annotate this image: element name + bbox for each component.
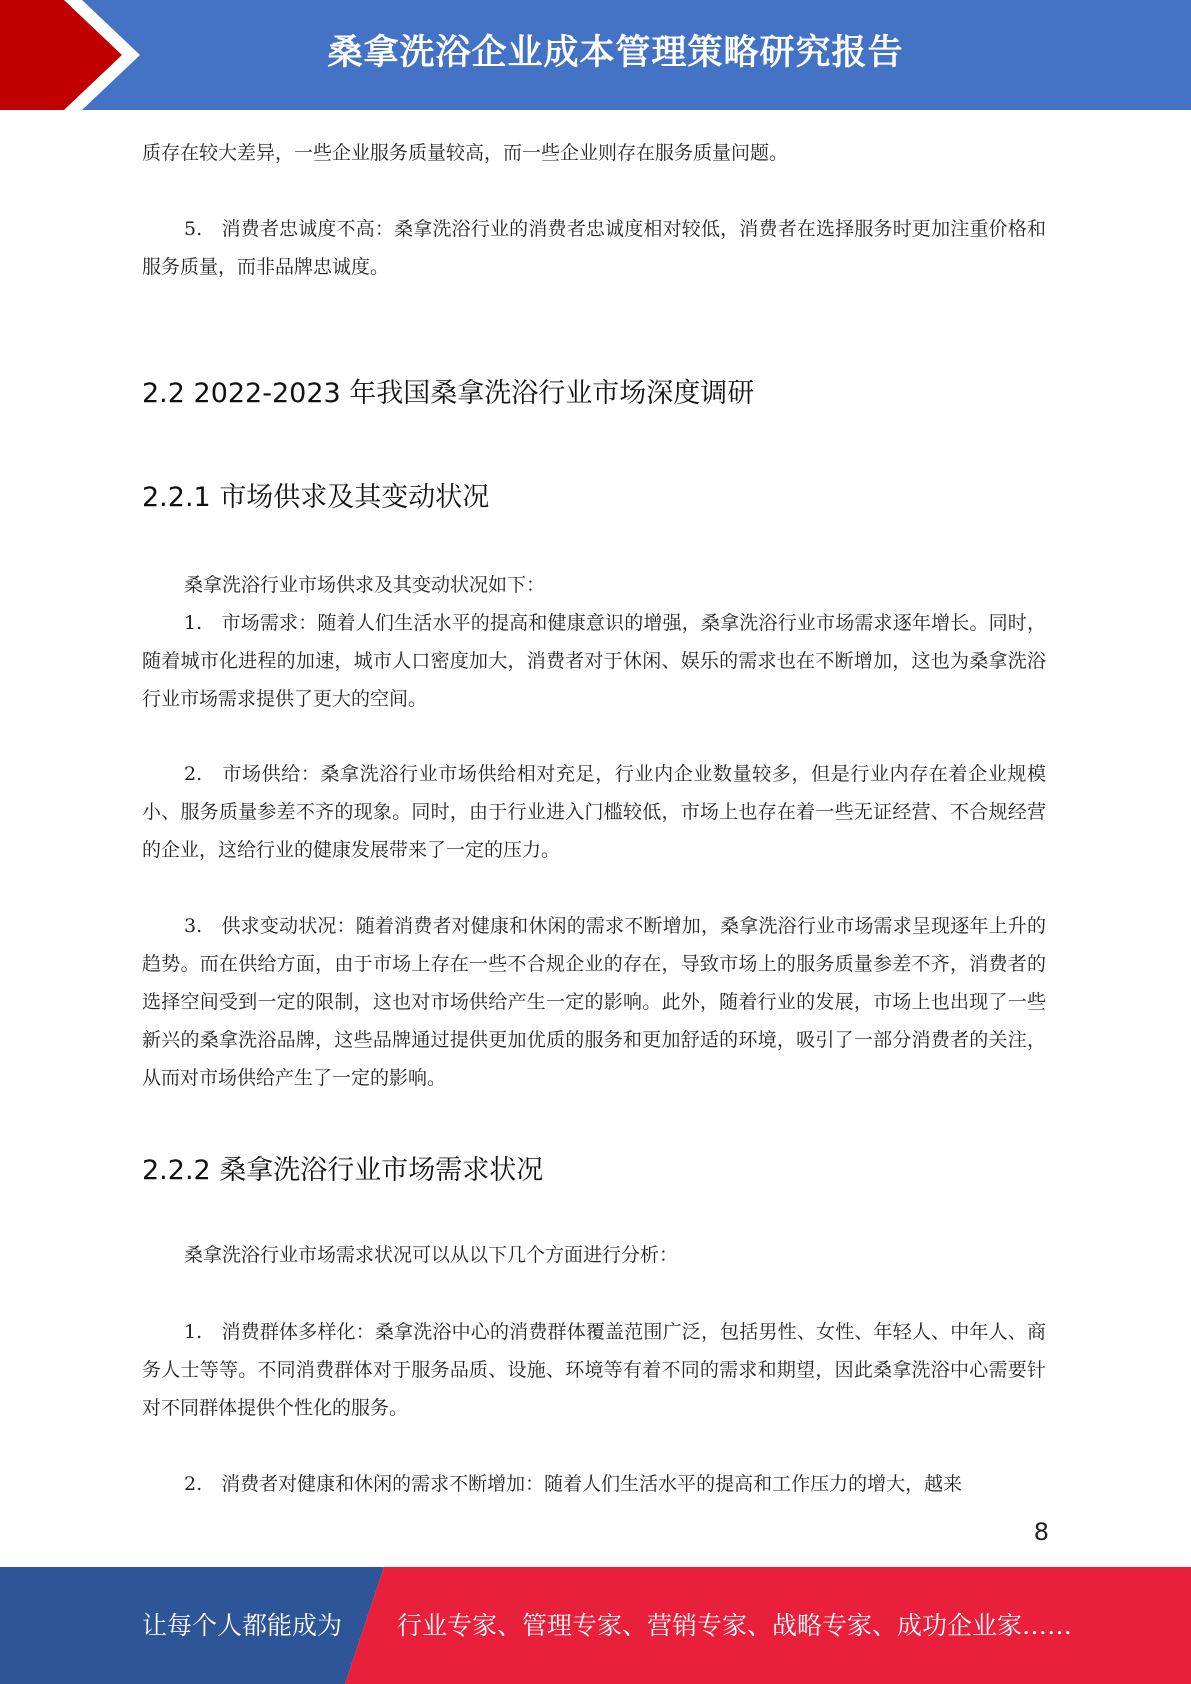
footer-slogan-right: 行业专家、管理专家、营销专家、战略专家、成功企业家…… [397, 1611, 1073, 1640]
section-heading: 2.2 2022-2023 年我国桑拿洗浴行业市场深度调研 [142, 378, 755, 409]
paragraph: 3. 供求变动状况：随着消费者对健康和休闲的需求不断增加，桑拿洗浴行业市场需求呈现逐年上升的趋势。而在供给方面，由于市场上存在一些不合规企业的存在，导致市场上的服务质量参差不齐，消费者的选择空间受到一定的限制，这也对市场供给产生一定的影响。此外，随着行业的发展，市场上也出现了一些新兴的桑拿洗浴品牌，这些品牌通过提供更加优质的服务和更加舒适的环境，吸引了一部分消费者的关注，从而对市场供给产生了一定的影响。 [142, 915, 1046, 1089]
paragraph: 桑拿洗浴行业市场需求状况可以从以下几个方面进行分析： [184, 1244, 679, 1266]
paragraph: 桑拿洗浴行业市场供求及其变动状况如下： [184, 574, 546, 596]
paragraph: 2. 消费者对健康和休闲的需求不断增加：随着人们生活水平的提高和工作压力的增大，越来 [184, 1473, 963, 1495]
paragraph: 5. 消费者忠诚度不高：桑拿洗浴行业的消费者忠诚度相对较低，消费者在选择服务时更加注重价格和服务质量，而非品牌忠诚度。 [142, 218, 1046, 278]
paragraph: 质存在较大差异，一些企业服务质量较高，而一些企业则存在服务质量问题。 [142, 142, 789, 164]
footer-slogan-left: 让每个人都能成为 [142, 1611, 343, 1640]
paragraph: 1. 市场需求：随着人们生活水平的提高和健康意识的增强，桑拿洗浴行业市场需求逐年增长。同时，随着城市化进程的加速，城市人口密度加大，消费者对于休闲、娱乐的需求也在不断增加，这也为桑拿洗浴行业市场需求提供了更大的空间。 [142, 612, 1046, 710]
page-number: 8 [1033, 1518, 1049, 1546]
subsection-heading: 2.2.1 市场供求及其变动状况 [142, 482, 490, 513]
report-title: 桑拿洗浴企业成本管理策略研究报告 [327, 33, 904, 73]
page-header [0, 0, 1191, 110]
subsection-heading: 2.2.2 桑拿洗浴行业市场需求状况 [142, 1155, 544, 1186]
page-footer [0, 1567, 1191, 1684]
paragraph: 1. 消费群体多样化：桑拿洗浴中心的消费群体覆盖范围广泛，包括男性、女性、年轻人、中年人、商务人士等等。不同消费群体对于服务品质、设施、环境等有着不同的需求和期望，因此桑拿洗浴中心需要针对不同群体提供个性化的服务。 [142, 1321, 1046, 1419]
paragraph: 2. 市场供给：桑拿洗浴行业市场供给相对充足，行业内企业数量较多，但是行业内存在着企业规模小、服务质量参差不齐的现象。同时，由于行业进入门槛较低，市场上也存在着一些无证经营、不合规经营的企业，这给行业的健康发展带来了一定的压力。 [142, 763, 1046, 861]
